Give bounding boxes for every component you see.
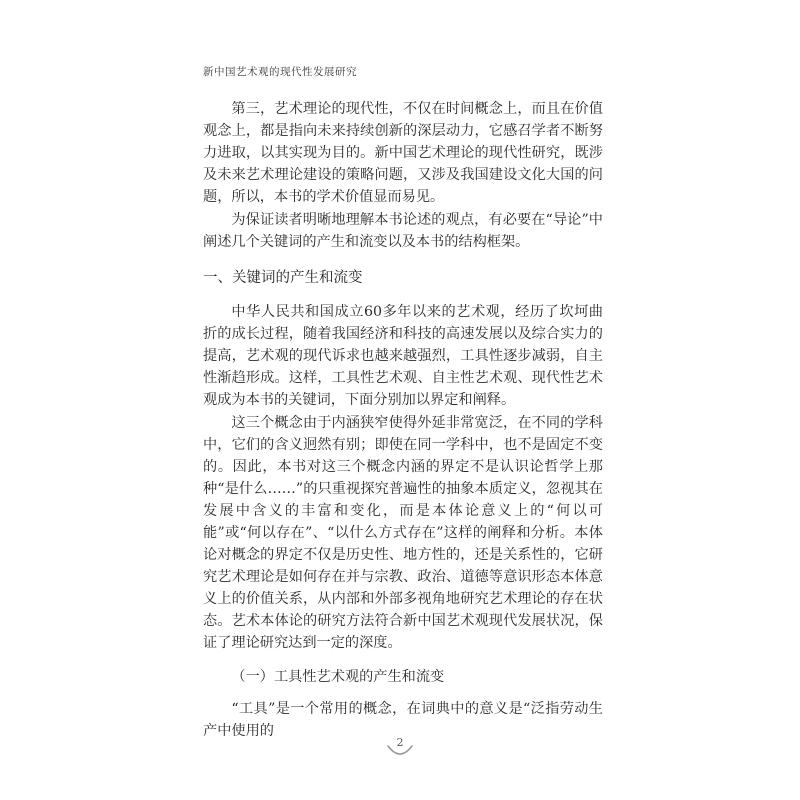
paragraph: “工具”是一个常用的概念，在词典中的意义是“泛指劳动生产中使用的 xyxy=(203,701,603,739)
page-number-ornament xyxy=(385,736,415,762)
folio-arc-icon xyxy=(385,742,415,762)
running-header: 新中国艺术观的现代性发展研究 xyxy=(203,66,357,78)
subsection-heading: （一）工具性艺术观的产生和流变 xyxy=(231,669,445,685)
page-number: 2 xyxy=(396,736,404,749)
paragraph: 这三个概念由于内涵狭窄使得外延非常宽泛，在不同的学科中，它们的含义迥然有别；即使在同一学科中，也不是固定不变的。因此，本书对这三个概念内涵的界定不是认识论哲学上那种“是什么……”的只重视探究普遍性的抽象本质定义，忽视其在发展中含义的丰富和变化，而是本体论意义上的“何以可能”或“何以存在”、“以什么方式存在”这样的阐释和分析。本体论对概念的界定不仅是历史性、地方性的，还是关系性的，它研究艺术理论是如何存在并与宗教、政治、道德等意识形态本体意义上的价值关系，从内部和外部多视角地研究艺术理论的存在状态。艺术本体论的研究方法符合新中国艺术观现代发展状况，保证了理论研究达到一定的深度。 xyxy=(203,415,603,651)
paragraph: 中华人民共和国成立60多年以来的艺术观，经历了坎坷曲折的成长过程，随着我国经济和科技的高速发展以及综合实力的提高，艺术观的现代诉求也越来越强烈，工具性逐步减弱，自主性渐趋形成。这样，工具性艺术观、自主性艺术观、现代性艺术观成为本书的关键词，下面分别加以界定和阐释。 xyxy=(203,304,603,408)
page-body xyxy=(203,98,603,742)
section-heading: 一、关键词的产生和流变 xyxy=(203,270,363,286)
paragraph: 为保证读者明晰地理解本书论述的观点，有必要在“导论”中阐述几个关键词的产生和流变以及本书的结构框架。 xyxy=(203,212,603,250)
paragraph: 第三，艺术理论的现代性，不仅在时间概念上，而且在价值观念上，都是指向未来持续创新的深层动力，它感召学者不断努力进取，以其实现为目的。新中国艺术理论的现代性研究，既涉及未来艺术理论建设的策略问题，又涉及我国建设文化大国的问题，所以，本书的学术价值显而易见。 xyxy=(203,101,603,205)
